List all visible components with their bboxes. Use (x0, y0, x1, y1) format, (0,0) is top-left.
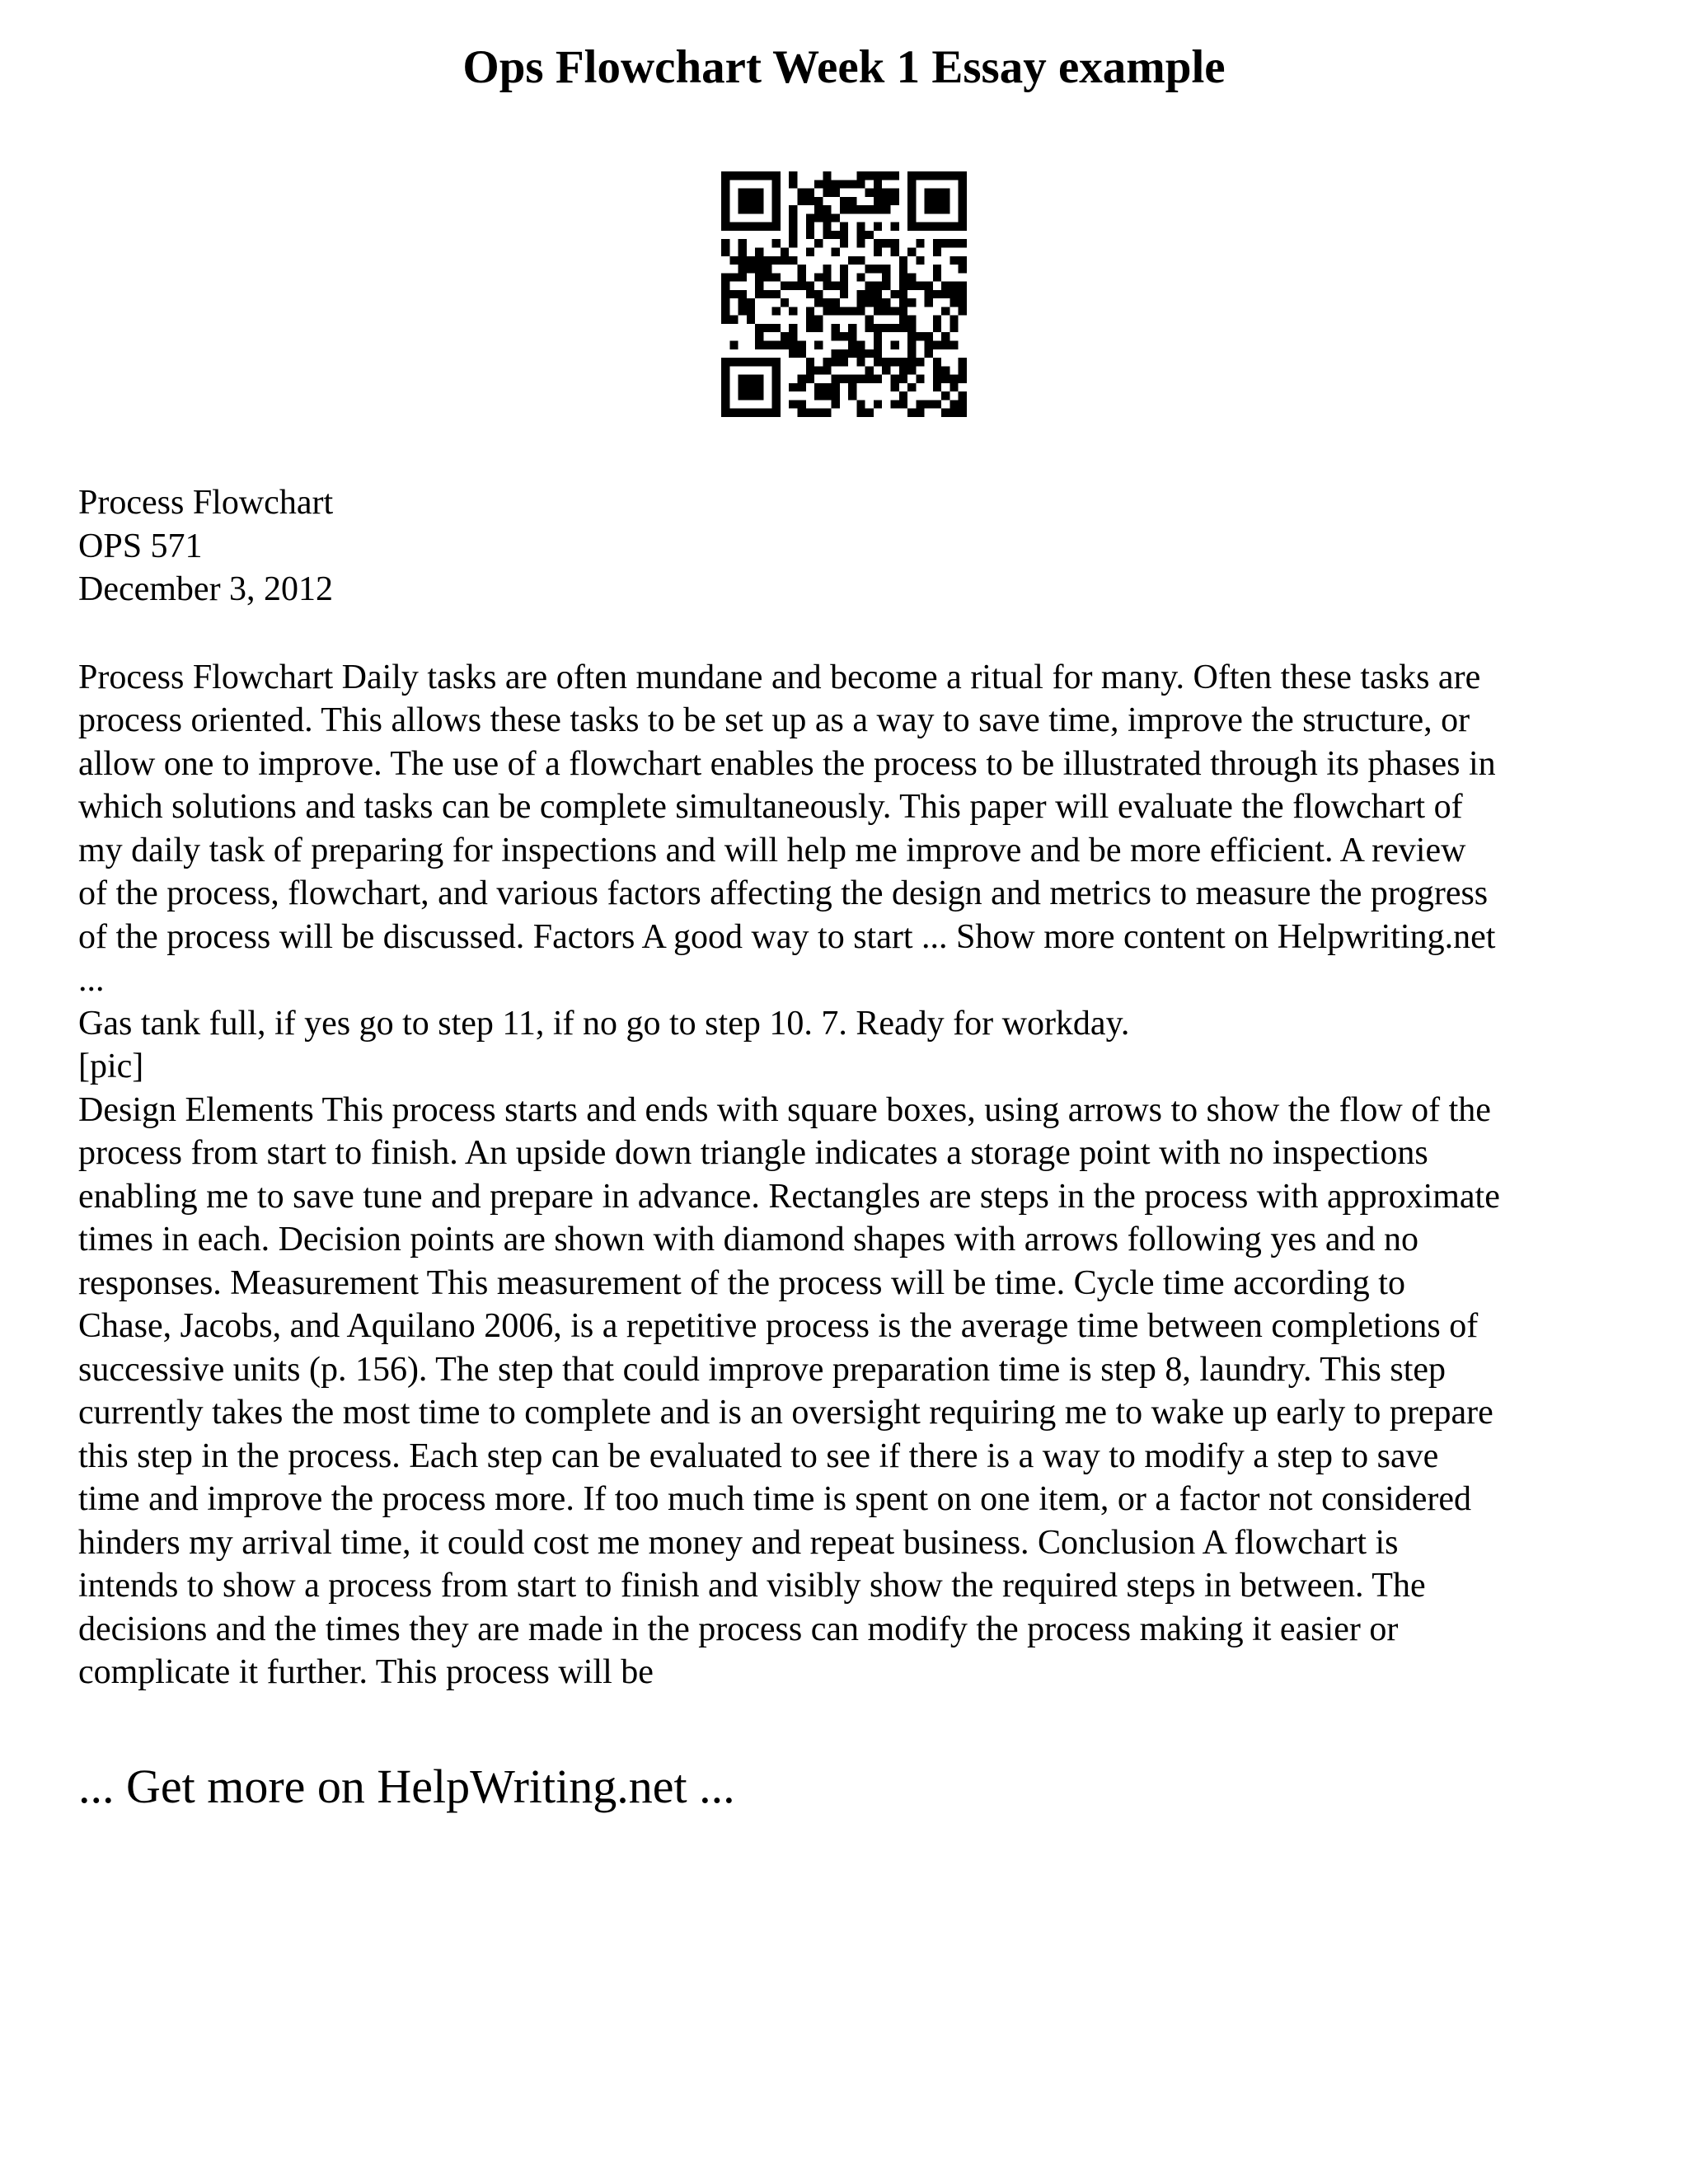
intro-line: of the process, flowchart, and various factors affecting the design and metrics to measure the progress (78, 874, 1489, 912)
paragraph-spacer (78, 612, 1620, 656)
body-line: enabling me to save tune and prepare in advance. Rectangles are steps in the process with approximate (78, 1177, 1500, 1216)
body-line: this step in the process. Each step can be evaluated to see if there is a way to modify a step to save (78, 1436, 1439, 1475)
intro-line: ... (78, 961, 105, 999)
get-more-link[interactable]: ... Get more on HelpWriting.net ... (78, 1760, 735, 1813)
essay-content (78, 481, 1620, 1694)
intro-line: which solutions and tasks can be complete simultaneously. This paper will evaluate the flowchart of (78, 788, 1463, 826)
page-title: Ops Flowchart Week 1 Essay example (462, 41, 1226, 93)
body-line: process from start to finish. An upside down triangle indicates a storage point with no inspections (78, 1134, 1428, 1172)
pic-placeholder: [pic] (78, 1047, 144, 1085)
header-date: December 3, 2012 (78, 570, 334, 608)
body-line: hinders my arrival time, it could cost me money and repeat business. Conclusion A flowchart is (78, 1523, 1399, 1562)
intro-paragraph (78, 656, 1620, 1002)
qr-code-icon (721, 171, 967, 417)
document-header (78, 481, 1620, 612)
intro-line: my daily task of preparing for inspections and will help me improve and be more efficient. A review (78, 831, 1466, 869)
header-course-title: Process Flowchart (78, 484, 334, 522)
intro-line: Process Flowchart Daily tasks are often mundane and become a ritual for many. Often these tasks are (78, 658, 1481, 696)
body-line: Chase, Jacobs, and Aquilano 2006, is a repetitive process is the average time between completions of (78, 1307, 1479, 1345)
header-course-code: OPS 571 (78, 527, 203, 565)
body-line: decisions and the times they are made in the process can modify the process making it easier or (78, 1610, 1399, 1648)
intro-line: of the process will be discussed. Factors A good way to start ... Show more content on Helpwriting.net (78, 917, 1496, 956)
body-line: times in each. Decision points are shown with diamond shapes with arrows following yes and no (78, 1221, 1419, 1258)
body-line: time and improve the process more. If too much time is spent on one item, or a factor not considered (78, 1480, 1472, 1518)
body-line: intends to show a process from start to finish and visibly show the required steps in between. The (78, 1567, 1426, 1605)
body-line: complicate it further. This process will be (78, 1653, 654, 1691)
body-paragraph (78, 1089, 1620, 1694)
intro-line: allow one to improve. The use of a flowchart enables the process to be illustrated through its phases in (78, 744, 1496, 783)
body-line: currently takes the most time to complete and is an oversight requiring me to wake up early to prepare (78, 1394, 1493, 1432)
gas-tank-line: Gas tank full, if yes go to step 11, if no go to step 10. 7. Ready for workday. (78, 1004, 1130, 1043)
body-line: successive units (p. 156). The step that could improve preparation time is step 8, laundry. This step (78, 1350, 1447, 1389)
intro-line: process oriented. This allows these tasks to be set up as a way to save time, improve the structure, or (78, 701, 1470, 739)
body-line: Design Elements This process starts and ends with square boxes, using arrows to show the flow of the (78, 1090, 1491, 1129)
body-line: responses. Measurement This measurement of the process will be time. Cycle time according to (78, 1263, 1405, 1302)
